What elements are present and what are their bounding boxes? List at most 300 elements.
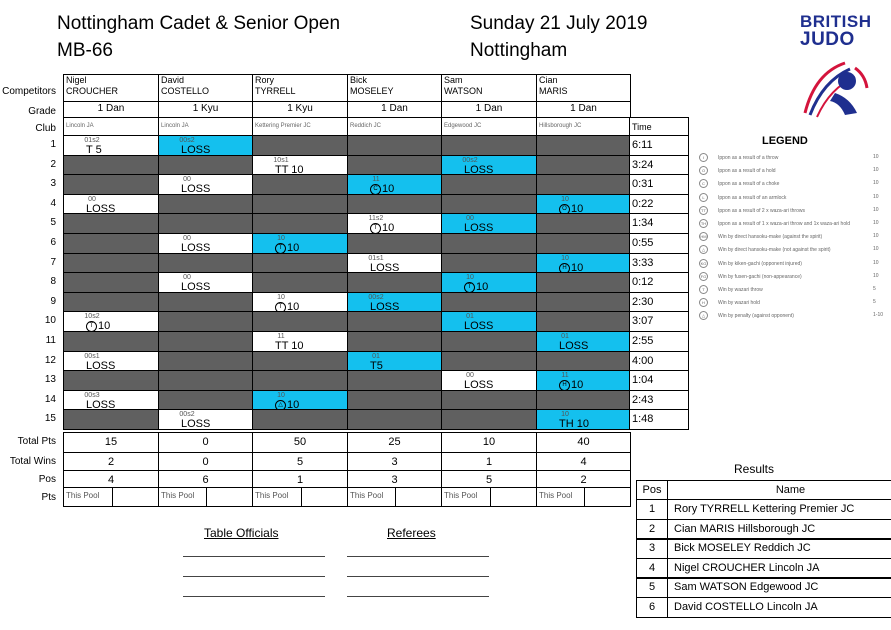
official-signature-line xyxy=(183,596,325,597)
result-name: Bick MOSELEY Reddich JC xyxy=(667,538,891,559)
inactive-cell xyxy=(536,233,631,254)
legend-points: 10 xyxy=(873,167,879,174)
inactive-cell xyxy=(347,272,442,293)
score-detail: 00 xyxy=(183,235,191,242)
competitor-last-name: MARIS xyxy=(539,86,568,96)
results-header-name: Name xyxy=(667,480,891,500)
legend-text: Ippon as a result of 1 x waza-ari throw and 1x waza-ari hold xyxy=(718,220,851,227)
score-detail: 10s1 xyxy=(273,157,289,164)
contest-time: 0:55 xyxy=(629,233,689,254)
inactive-cell xyxy=(252,351,348,371)
inactive-cell xyxy=(536,292,631,312)
contest-score-cell xyxy=(63,194,159,214)
legend-points: 10 xyxy=(873,206,879,213)
result-name: Rory TYRRELL Kettering Premier JC xyxy=(667,499,891,520)
label-pts: Pts xyxy=(41,492,56,503)
legend-text: Ippon as a result of an armlock xyxy=(718,194,787,201)
inactive-cell xyxy=(63,213,159,234)
score-method-icon: H xyxy=(559,263,570,273)
official-signature-line xyxy=(183,556,325,557)
contest-score-cell xyxy=(252,331,348,352)
this-pool-label: This Pool xyxy=(158,487,207,507)
inactive-cell xyxy=(63,409,159,430)
contest-time: 2:30 xyxy=(629,292,689,312)
inactive-cell xyxy=(536,272,631,293)
legend-method-icon: KG xyxy=(700,260,707,266)
competitor-name-cell xyxy=(158,74,253,102)
legend-method-icon: △ xyxy=(699,311,708,320)
competitor-first-name: Cian xyxy=(539,75,558,85)
competitor-grade: 1 Kyu xyxy=(252,101,348,118)
score-detail: 00s2 xyxy=(368,294,384,301)
score-value: T 5 xyxy=(86,144,102,156)
competitor-grade: 1 Dan xyxy=(63,101,159,118)
inactive-cell xyxy=(441,135,537,156)
contest-time: 2:43 xyxy=(629,390,689,410)
contest-score-cell xyxy=(347,213,442,234)
total-pts-cell: 10 xyxy=(441,432,537,453)
pool-points-box xyxy=(490,487,537,507)
score-value: LOSS xyxy=(86,203,116,214)
legend-method-icon: I xyxy=(699,153,708,162)
score-value: LOSS xyxy=(181,144,211,156)
inactive-cell xyxy=(536,311,631,332)
score-result xyxy=(181,418,210,430)
contest-number: 5 xyxy=(50,217,56,228)
inactive-cell xyxy=(158,351,253,371)
competitor-club: Reddich JC xyxy=(347,117,442,136)
inactive-cell xyxy=(158,213,253,234)
legend-text: Win by penalty (against opponent) xyxy=(718,313,794,320)
score-detail: 00s2 xyxy=(179,411,195,418)
legend-points: 10 xyxy=(873,193,879,200)
inactive-cell xyxy=(63,155,159,175)
score-method-icon: H xyxy=(559,380,570,391)
score-value: 10 xyxy=(571,262,584,273)
legend-points: 5 xyxy=(873,299,876,306)
legend-text: Win by direct hansoku-make (not against the spirit) xyxy=(718,247,831,254)
this-pool-label: This Pool xyxy=(63,487,113,507)
score-detail: 00s3 xyxy=(84,392,100,399)
competitor-name-cell xyxy=(63,74,159,102)
this-pool-label: This Pool xyxy=(252,487,302,507)
competitor-first-name: Sam xyxy=(444,75,463,85)
score-detail: 10 xyxy=(277,294,285,301)
contest-number: 2 xyxy=(50,159,56,170)
inactive-cell xyxy=(158,155,253,175)
contest-time: 0:22 xyxy=(629,194,689,214)
legend-item xyxy=(699,153,778,162)
score-value: LOSS xyxy=(370,262,400,273)
pos-cell: 5 xyxy=(441,470,537,488)
contest-time: 0:12 xyxy=(629,272,689,293)
legend-item xyxy=(699,179,779,188)
score-method-icon: T xyxy=(370,223,381,234)
inactive-cell xyxy=(536,351,631,371)
inactive-cell xyxy=(252,311,348,332)
legend-text: Win by direct hansoku-make (against the spirit) xyxy=(718,234,823,241)
total-wins-cell: 3 xyxy=(347,452,442,471)
score-detail: 00 xyxy=(466,372,474,379)
competitor-last-name: CROUCHER xyxy=(66,86,119,96)
contest-score-cell xyxy=(441,272,537,293)
score-detail: 00 xyxy=(183,274,191,281)
inactive-cell xyxy=(63,292,159,312)
score-detail: 01 xyxy=(466,313,474,320)
inactive-cell xyxy=(347,370,442,391)
score-value: LOSS xyxy=(86,399,116,410)
score-value: T5 xyxy=(370,360,383,371)
score-detail: 11 xyxy=(561,372,569,379)
pool-points-box xyxy=(395,487,442,507)
total-pts-cell: 25 xyxy=(347,432,442,453)
score-detail: 00 xyxy=(183,176,191,183)
contest-score-cell xyxy=(158,135,253,156)
score-detail: 00s1 xyxy=(84,353,100,360)
competitor-name-cell xyxy=(252,74,348,102)
inactive-cell xyxy=(63,174,159,195)
score-value: TH 10 xyxy=(559,418,589,430)
legend-text: Win by wazari throw xyxy=(718,286,763,293)
score-detail: 01 xyxy=(372,353,380,360)
total-pts-cell: 40 xyxy=(536,432,631,453)
contest-score-cell xyxy=(252,155,348,175)
result-pos: 6 xyxy=(636,597,668,618)
contest-time: 1:48 xyxy=(629,409,689,430)
contest-time: 3:24 xyxy=(629,155,689,175)
score-value: LOSS xyxy=(181,183,211,195)
this-pool-label: This Pool xyxy=(536,487,585,507)
legend-title: LEGEND xyxy=(762,135,808,147)
pos-cell: 3 xyxy=(347,470,442,488)
inactive-cell xyxy=(536,213,631,234)
result-pos: 4 xyxy=(636,558,668,579)
contest-score-cell xyxy=(252,390,348,410)
score-detail: 00s2 xyxy=(462,157,478,164)
inactive-cell xyxy=(252,409,348,430)
score-detail: 00 xyxy=(466,215,474,222)
contest-time: 3:33 xyxy=(629,253,689,273)
score-detail: 01s2 xyxy=(84,137,100,144)
competitor-grade: 1 Dan xyxy=(536,101,631,118)
total-pts-cell: 0 xyxy=(158,432,253,453)
inactive-cell xyxy=(158,194,253,214)
competitor-grade: 1 Dan xyxy=(441,101,537,118)
inactive-cell xyxy=(347,409,442,430)
legend-method-icon: L xyxy=(699,193,708,202)
inactive-cell xyxy=(63,370,159,391)
label-total-wins: Total Wins xyxy=(9,456,56,467)
competitor-grade: 1 Dan xyxy=(347,101,442,118)
legend-points: 10 xyxy=(873,233,879,240)
contest-number: 6 xyxy=(50,237,56,248)
legend-method-icon: C xyxy=(699,179,708,188)
inactive-cell xyxy=(347,135,442,156)
this-pool-label: This Pool xyxy=(347,487,396,507)
score-value: 10 xyxy=(287,242,300,254)
contest-score-cell xyxy=(441,370,537,391)
competitor-first-name: Bick xyxy=(350,75,368,85)
legend-item xyxy=(699,259,802,268)
legend-method-icon: TH xyxy=(700,221,707,226)
competitor-last-name: COSTELLO xyxy=(161,86,210,96)
contest-time: 1:04 xyxy=(629,370,689,391)
score-detail: 00s2 xyxy=(179,137,195,144)
inactive-cell xyxy=(158,370,253,391)
competitor-name-cell xyxy=(441,74,537,102)
total-wins-cell: 1 xyxy=(441,452,537,471)
score-detail: 00 xyxy=(88,196,96,203)
legend-text: Win by fusen-gachi (non-appearance) xyxy=(718,273,802,280)
legend-points: 10 xyxy=(873,180,879,187)
score-value: LOSS xyxy=(464,222,494,234)
competitor-first-name: Nigel xyxy=(66,75,87,85)
inactive-cell xyxy=(252,213,348,234)
this-pool-label: This Pool xyxy=(441,487,491,507)
inactive-cell xyxy=(536,135,631,156)
table-officials-label: Table Officials xyxy=(204,526,279,540)
contest-score-cell xyxy=(347,253,442,273)
competitor-last-name: WATSON xyxy=(444,86,483,96)
official-signature-line xyxy=(183,576,325,577)
total-wins-cell: 0 xyxy=(158,452,253,471)
result-name: Sam WATSON Edgewood JC xyxy=(667,577,891,598)
inactive-cell xyxy=(158,292,253,312)
contest-score-cell xyxy=(536,370,631,391)
inactive-cell xyxy=(347,331,442,352)
inactive-cell xyxy=(158,390,253,410)
legend-item xyxy=(699,245,831,254)
competitor-name-cell xyxy=(536,74,631,102)
contest-score-cell xyxy=(347,292,442,312)
score-detail: 10s2 xyxy=(84,313,100,320)
contest-number: 11 xyxy=(45,335,56,346)
legend-points: 10 xyxy=(873,272,879,279)
contest-score-cell xyxy=(158,272,253,293)
competitor-grade: 1 Kyu xyxy=(158,101,253,118)
score-detail: 01s1 xyxy=(368,255,384,262)
score-method-icon: T xyxy=(464,282,475,293)
inactive-cell xyxy=(252,174,348,195)
inactive-cell xyxy=(347,390,442,410)
inactive-cell xyxy=(158,331,253,352)
logo-text-line2: JUDO xyxy=(800,29,855,50)
legend-points: 10 xyxy=(873,246,879,253)
contest-score-cell xyxy=(252,233,348,254)
competitor-club: Hillsborough JC xyxy=(536,117,631,136)
score-value: LOSS xyxy=(370,301,400,312)
inactive-cell xyxy=(63,233,159,254)
score-value: LOSS xyxy=(464,164,494,175)
score-value: TT 10 xyxy=(275,340,304,352)
inactive-cell xyxy=(347,155,442,175)
result-name: David COSTELLO Lincoln JA xyxy=(667,597,891,618)
competitor-club: Lincoln JA xyxy=(158,117,253,136)
contest-score-cell xyxy=(158,233,253,254)
contest-number: 3 xyxy=(50,178,56,189)
contest-time: 6:11 xyxy=(629,135,689,156)
score-detail: 10 xyxy=(277,235,285,242)
inactive-cell xyxy=(63,331,159,352)
score-detail: 01 xyxy=(561,333,569,340)
legend-points: 10 xyxy=(873,259,879,266)
contest-score-cell xyxy=(63,390,159,410)
contest-time: 3:07 xyxy=(629,311,689,332)
score-method-icon: C xyxy=(370,184,381,195)
total-pts-cell: 15 xyxy=(63,432,159,453)
legend-method-icon: FG xyxy=(700,273,707,279)
inactive-cell xyxy=(252,370,348,391)
pool-title: MB-66 xyxy=(57,40,113,61)
inactive-cell xyxy=(441,351,537,371)
legend-method-icon: HM xyxy=(700,234,707,240)
score-value: 10 xyxy=(98,320,111,332)
score-detail: 11s2 xyxy=(368,215,384,222)
score-result xyxy=(559,418,589,430)
legend-item xyxy=(699,166,776,175)
event-date: Sunday 21 July 2019 xyxy=(470,13,648,34)
contest-score-cell xyxy=(441,311,537,332)
score-method-icon: T xyxy=(275,243,286,254)
legend-method-icon: T xyxy=(699,285,708,294)
time-header: Time xyxy=(629,117,689,136)
legend-text: Win by kiken-gachi (opponent injured) xyxy=(718,260,802,267)
total-wins-cell: 4 xyxy=(536,452,631,471)
legend-text: Ippon as a result of a throw xyxy=(718,154,779,161)
contest-score-cell xyxy=(347,174,442,195)
legend-points: 5 xyxy=(873,286,876,292)
score-value: LOSS xyxy=(86,360,116,371)
contest-number: 13 xyxy=(44,374,56,385)
pos-cell: 6 xyxy=(158,470,253,488)
competitor-first-name: Rory xyxy=(255,75,275,85)
inactive-cell xyxy=(158,311,253,332)
contest-score-cell xyxy=(158,409,253,430)
legend-item xyxy=(699,219,850,228)
contest-number: 15 xyxy=(44,413,56,424)
pos-cell: 1 xyxy=(252,470,348,488)
competitor-last-name: MOSELEY xyxy=(350,86,394,96)
legend-points: 10 xyxy=(873,220,879,226)
score-value: TT 10 xyxy=(275,164,304,175)
pool-points-box xyxy=(206,487,253,507)
inactive-cell xyxy=(252,194,348,214)
label-pos: Pos xyxy=(38,474,56,485)
score-method-icon: △ xyxy=(275,400,286,410)
legend-text: Ippon as a result of a hold xyxy=(718,168,776,175)
contest-score-cell xyxy=(252,292,348,312)
result-name: Cian MARIS Hillsborough JC xyxy=(667,519,891,540)
score-value: LOSS xyxy=(559,340,589,352)
legend-method-icon: TT xyxy=(699,206,708,215)
score-detail: 10 xyxy=(277,392,285,399)
referee-signature-line xyxy=(347,556,489,557)
score-detail: 10 xyxy=(466,274,474,281)
legend-item xyxy=(699,298,760,307)
contest-time: 4:00 xyxy=(629,351,689,371)
score-value: 10 xyxy=(476,281,489,293)
contest-time: 2:55 xyxy=(629,331,689,352)
contest-number: 14 xyxy=(44,394,56,405)
legend-text: Win by wazari hold xyxy=(718,300,760,307)
inactive-cell xyxy=(252,135,348,156)
contest-number: 12 xyxy=(44,355,56,366)
contest-number: 4 xyxy=(50,198,56,209)
score-detail: 10 xyxy=(561,255,569,262)
score-method-icon: T xyxy=(86,321,97,332)
inactive-cell xyxy=(441,194,537,214)
pos-cell: 4 xyxy=(63,470,159,488)
contest-number: 10 xyxy=(44,315,56,326)
label-club: Club xyxy=(35,123,56,134)
score-value: 10 xyxy=(571,203,584,214)
score-detail: 10 xyxy=(561,196,569,203)
score-detail: 10 xyxy=(561,411,569,418)
inactive-cell xyxy=(441,331,537,352)
inactive-cell xyxy=(441,390,537,410)
label-total-pts: Total Pts xyxy=(17,436,56,447)
inactive-cell xyxy=(441,233,537,254)
event-title: Nottingham Cadet & Senior Open xyxy=(57,13,341,34)
score-detail: 11 xyxy=(372,176,380,183)
contest-score-cell xyxy=(536,194,631,214)
result-pos: 3 xyxy=(636,538,668,559)
score-value: LOSS xyxy=(181,281,211,293)
label-grade: Grade xyxy=(28,106,56,117)
judo-figure-icon xyxy=(795,53,875,123)
inactive-cell xyxy=(536,174,631,195)
inactive-cell xyxy=(158,253,253,273)
score-value: 10 xyxy=(382,183,395,195)
contest-score-cell xyxy=(536,331,631,352)
score-method-icon: O xyxy=(559,204,570,214)
competitor-club: Lincoln JA xyxy=(63,117,159,136)
inactive-cell xyxy=(347,311,442,332)
score-value: LOSS xyxy=(181,418,211,430)
contest-score-cell xyxy=(536,253,631,273)
inactive-cell xyxy=(63,253,159,273)
legend-item xyxy=(699,206,805,215)
results-title: Results xyxy=(734,462,775,476)
pool-points-box xyxy=(301,487,348,507)
contest-score-cell xyxy=(158,174,253,195)
total-wins-cell: 5 xyxy=(252,452,348,471)
competitor-last-name: TYRRELL xyxy=(255,86,296,96)
inactive-cell xyxy=(441,409,537,430)
inactive-cell xyxy=(536,155,631,175)
contest-score-cell xyxy=(441,213,537,234)
inactive-cell xyxy=(441,292,537,312)
event-venue: Nottingham xyxy=(470,40,568,61)
legend-method-icon: O xyxy=(699,166,708,175)
legend-item xyxy=(699,311,794,320)
inactive-cell xyxy=(347,233,442,254)
legend-item xyxy=(699,232,822,241)
british-judo-logo xyxy=(800,13,870,49)
contest-number: 7 xyxy=(50,257,56,268)
referees-label: Referees xyxy=(387,526,436,540)
score-value: 10 xyxy=(287,301,300,312)
legend-text: Ippon as a result of 2 x waza-ari throws xyxy=(718,207,805,214)
score-value: LOSS xyxy=(464,379,494,391)
inactive-cell xyxy=(63,272,159,293)
inactive-cell xyxy=(441,253,537,273)
score-method-icon: T xyxy=(275,302,286,312)
contest-number: 8 xyxy=(50,276,56,287)
contest-score-cell xyxy=(63,135,159,156)
score-detail: 11 xyxy=(277,333,285,340)
referee-signature-line xyxy=(347,576,489,577)
